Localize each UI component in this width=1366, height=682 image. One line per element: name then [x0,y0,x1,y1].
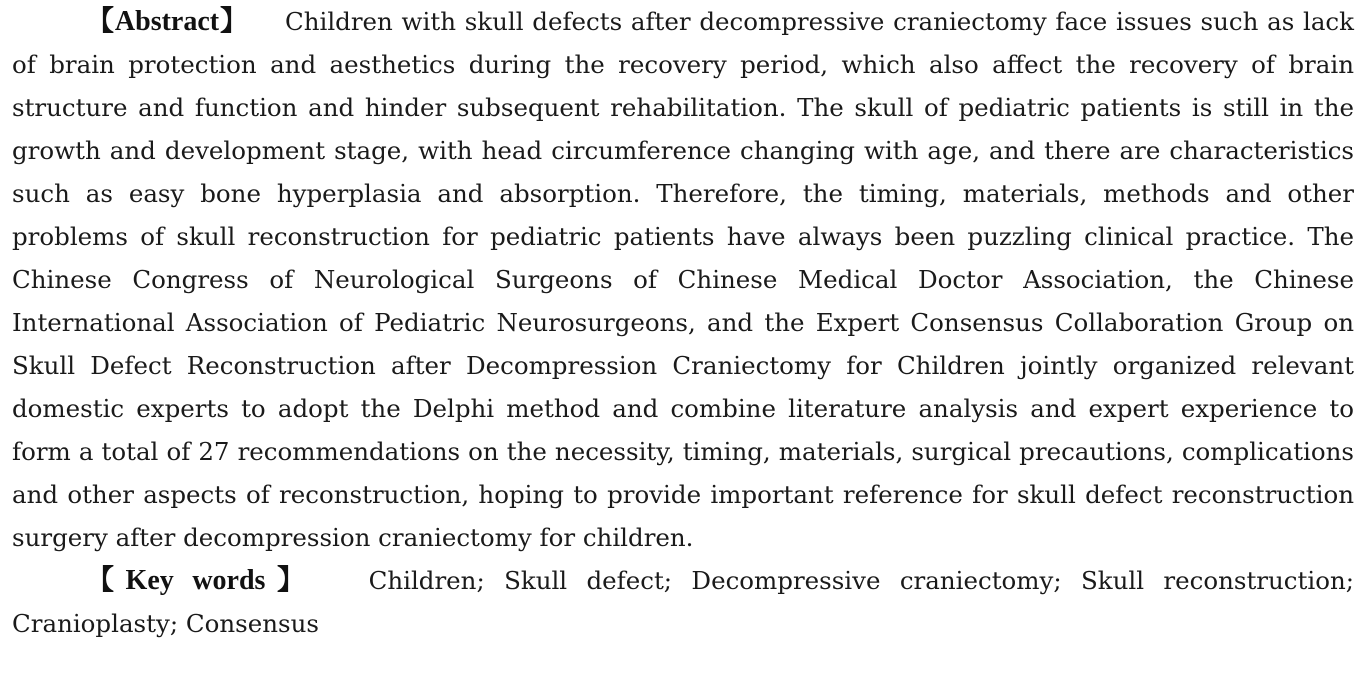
abstract-page [12,0,1354,645]
keywords-paragraph [12,559,1354,645]
keyword-item: Decompressive craniectomy; [691,566,1062,595]
keyword-item: Skull defect; [504,566,673,595]
keyword-item: Skull reconstruction; [1081,566,1354,595]
keyword-item: Children; [368,566,485,595]
abstract-paragraph [12,0,1354,559]
keyword-item: Cranioplasty; [12,609,179,638]
keywords-label: 【Key words】 [86,565,317,596]
abstract-label: 【Abstract】 [86,6,249,37]
abstract-text: Children with skull defects after decompressive craniectomy face issues such as lack of brain protection and aesthetics during the recovery period, which also affect the recovery of brain structure and function and hinder subsequent rehabilitation. The skull of pediatric patients is still in the growth and development stage, with head circumference changing with age, and there are characteristics such as easy bone hyperplasia and absorption. Therefore, the timing, materials, methods and other problems of skull reconstruction for pediatric patients have always been puzzling clinical practice. The Chinese Congress of Neurological Surgeons of Chinese Medical Doctor Association, the Chinese International Association of Pediatric Neurosurgeons, and the Expert Consensus Collaboration Group on Skull Defect Reconstruction after Decompression Craniectomy for Children jointly organized relevant domestic experts to adopt the Delphi method and combine literature analysis and expert experience to form a total of 27 recommendations on the necessity, timing, materials, surgical precautions, complications and other aspects of reconstruction, hoping to provide important reference for skull defect reconstruction surgery after decompression craniectomy for children. [12,7,1354,552]
keyword-item: Consensus [185,609,319,638]
